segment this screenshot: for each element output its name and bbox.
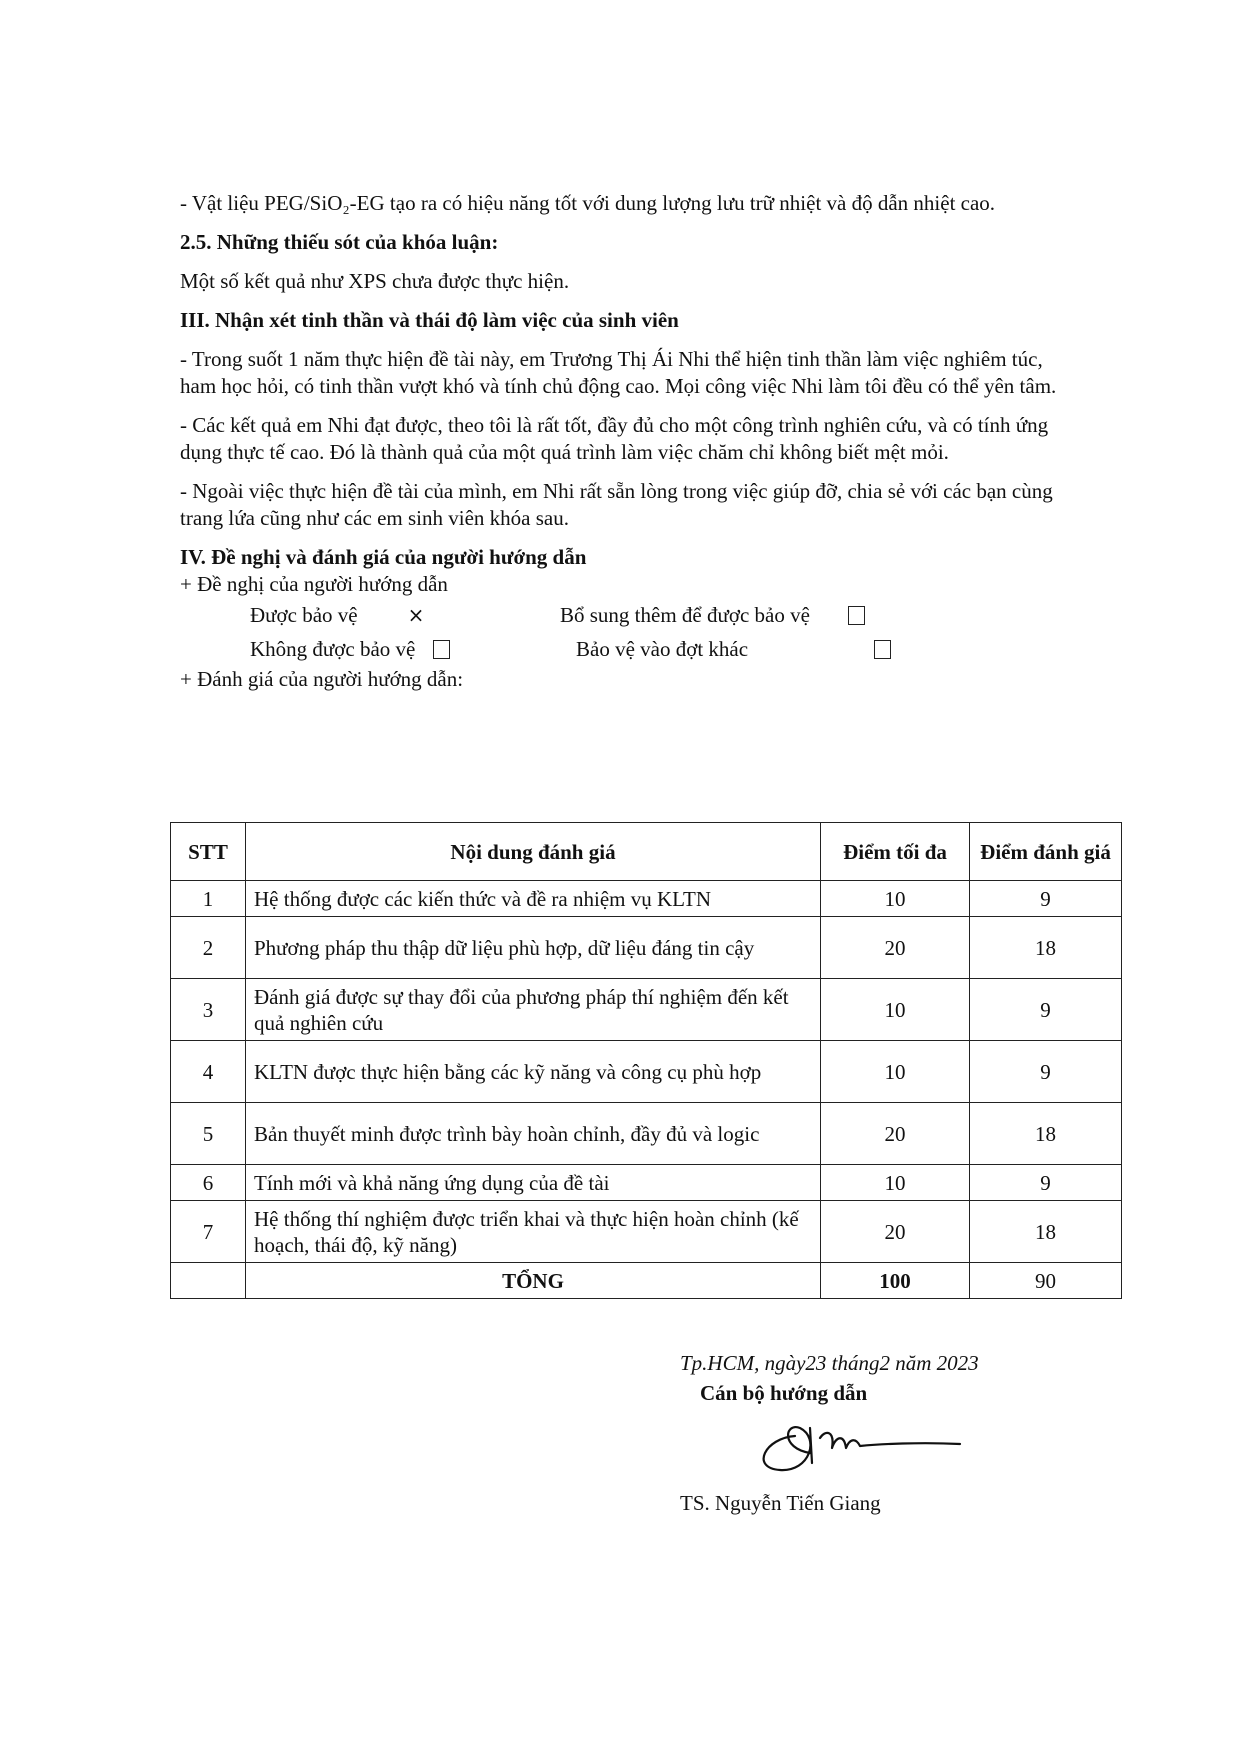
table-header-row (171, 823, 1122, 881)
section-3-paragraph: - Các kết quả em Nhi đạt được, theo tôi là rất tốt, đầy đủ cho một công trình nghiên cứu, và có tính ứng dụng thực tế cao. Đó là thành quả của một quá trình làm việc chăm chỉ không biết mệt mỏi. (180, 413, 1049, 464)
signature-block (680, 1348, 1000, 1518)
header-score: Điểm đánh giá (970, 823, 1122, 881)
cell-score: 18 (970, 917, 1122, 979)
cell-stt: 7 (171, 1201, 246, 1263)
cell-stt: 6 (171, 1165, 246, 1201)
option-other-round (576, 636, 891, 663)
cell-content: Đánh giá được sự thay đổi của phương pháp thí nghiệm đến kết quả nghiên cứu (246, 979, 821, 1041)
cell-score: 9 (970, 979, 1122, 1041)
cell-max: 10 (821, 881, 970, 917)
option-other-round-label: Bảo vệ vào đợt khác (576, 636, 749, 661)
table-row (171, 1041, 1122, 1103)
cell-total-empty (171, 1263, 246, 1299)
table-total-row (171, 1263, 1122, 1299)
section-3-paragraph: - Trong suốt 1 năm thực hiện đề tài này, em Trương Thị Ái Nhi thể hiện tinh thần làm việc nghiêm túc, ham học hỏi, có tinh thần vượt khó và tính chủ động cao. Mọi công việc Nhi làm tôi đều có thể yên tâm. (180, 347, 1057, 398)
cell-max: 10 (821, 1041, 970, 1103)
cell-content: Hệ thống thí nghiệm được triển khai và thực hiện hoàn chỉnh (kế hoạch, thái độ, kỹ năng) (246, 1201, 821, 1263)
section-2-5-text: Một số kết quả như XPS chưa được thực hiện. (180, 269, 570, 293)
cell-score: 18 (970, 1201, 1122, 1263)
proposal-options-row (250, 598, 1060, 632)
cell-stt: 2 (171, 917, 246, 979)
cross-mark-icon: × (407, 602, 425, 627)
cell-content: Bản thuyết minh được trình bày hoàn chỉnh, đầy đủ và logic (246, 1103, 821, 1165)
document-body (180, 190, 1060, 693)
checkbox-icon (433, 640, 450, 659)
cell-max: 20 (821, 1103, 970, 1165)
signer-name: TS. Nguyễn Tiến Giang (680, 1491, 881, 1515)
option-protect-label: Được bảo vệ (250, 602, 358, 627)
table-row (171, 1201, 1122, 1263)
header-content: Nội dung đánh giá (246, 823, 821, 881)
section-3-paragraph: - Ngoài việc thực hiện đề tài của mình, em Nhi rất sẵn lòng trong việc giúp đỡ, chia sẻ với các bạn cùng trang lứa cũng như các em sinh viên khóa sau. (180, 479, 1053, 530)
table-row (171, 881, 1122, 917)
cell-content: Hệ thống được các kiến thức và đề ra nhiệm vụ KLTN (246, 881, 821, 917)
paragraph-material: - Vật liệu PEG/SiO₂-EG tạo ra có hiệu năng tốt với dung lượng lưu trữ nhiệt và độ dẫn nhiệt cao. (180, 191, 996, 215)
cell-content: KLTN được thực hiện bằng các kỹ năng và công cụ phù hợp (246, 1041, 821, 1103)
proposal-options-row (250, 632, 1060, 666)
cell-max: 20 (821, 1201, 970, 1263)
cell-stt: 4 (171, 1041, 246, 1103)
option-not-protect-label: Không được bảo vệ (250, 636, 416, 661)
section-3-heading: III. Nhận xét tinh thần và thái độ làm việc của sinh viên (180, 308, 679, 332)
evaluation-label: + Đánh giá của người hướng dẫn: (180, 667, 464, 691)
header-max: Điểm tối đa (821, 823, 970, 881)
cell-content: Tính mới và khả năng ứng dụng của đề tài (246, 1165, 821, 1201)
date-line: Tp.HCM, ngày23 tháng2 năm 2023 (680, 1351, 979, 1375)
cell-stt: 5 (171, 1103, 246, 1165)
handwritten-signature (740, 1408, 1000, 1488)
option-supplement-label: Bổ sung thêm để được bảo vệ (560, 602, 810, 627)
table-row (171, 1165, 1122, 1201)
cell-score: 9 (970, 1165, 1122, 1201)
table-row (171, 917, 1122, 979)
cell-max: 10 (821, 1165, 970, 1201)
signer-role: Cán bộ hướng dẫn (700, 1381, 868, 1405)
cell-total-label: TỔNG (246, 1263, 821, 1299)
cell-score: 18 (970, 1103, 1122, 1165)
cell-content: Phương pháp thu thập dữ liệu phù hợp, dữ liệu đáng tin cậy (246, 917, 821, 979)
cell-total-max: 100 (821, 1263, 970, 1299)
option-not-protect (250, 636, 576, 663)
option-supplement (560, 602, 865, 629)
header-stt: STT (171, 823, 246, 881)
cell-score: 9 (970, 881, 1122, 917)
cell-score: 9 (970, 1041, 1122, 1103)
checkbox-icon (848, 606, 865, 625)
table-row (171, 1103, 1122, 1165)
checkbox-icon (874, 640, 891, 659)
cell-max: 10 (821, 979, 970, 1041)
evaluation-table (170, 822, 1122, 1299)
section-4-heading: IV. Đề nghị và đánh giá của người hướng dẫn (180, 545, 587, 569)
cell-stt: 3 (171, 979, 246, 1041)
option-protect (250, 602, 560, 629)
proposal-label: + Đề nghị của người hướng dẫn (180, 572, 448, 596)
cell-total-score: 90 (970, 1263, 1122, 1299)
cell-stt: 1 (171, 881, 246, 917)
cell-max: 20 (821, 917, 970, 979)
section-2-5-heading: 2.5. Những thiếu sót của khóa luận: (180, 230, 499, 254)
table-row (171, 979, 1122, 1041)
